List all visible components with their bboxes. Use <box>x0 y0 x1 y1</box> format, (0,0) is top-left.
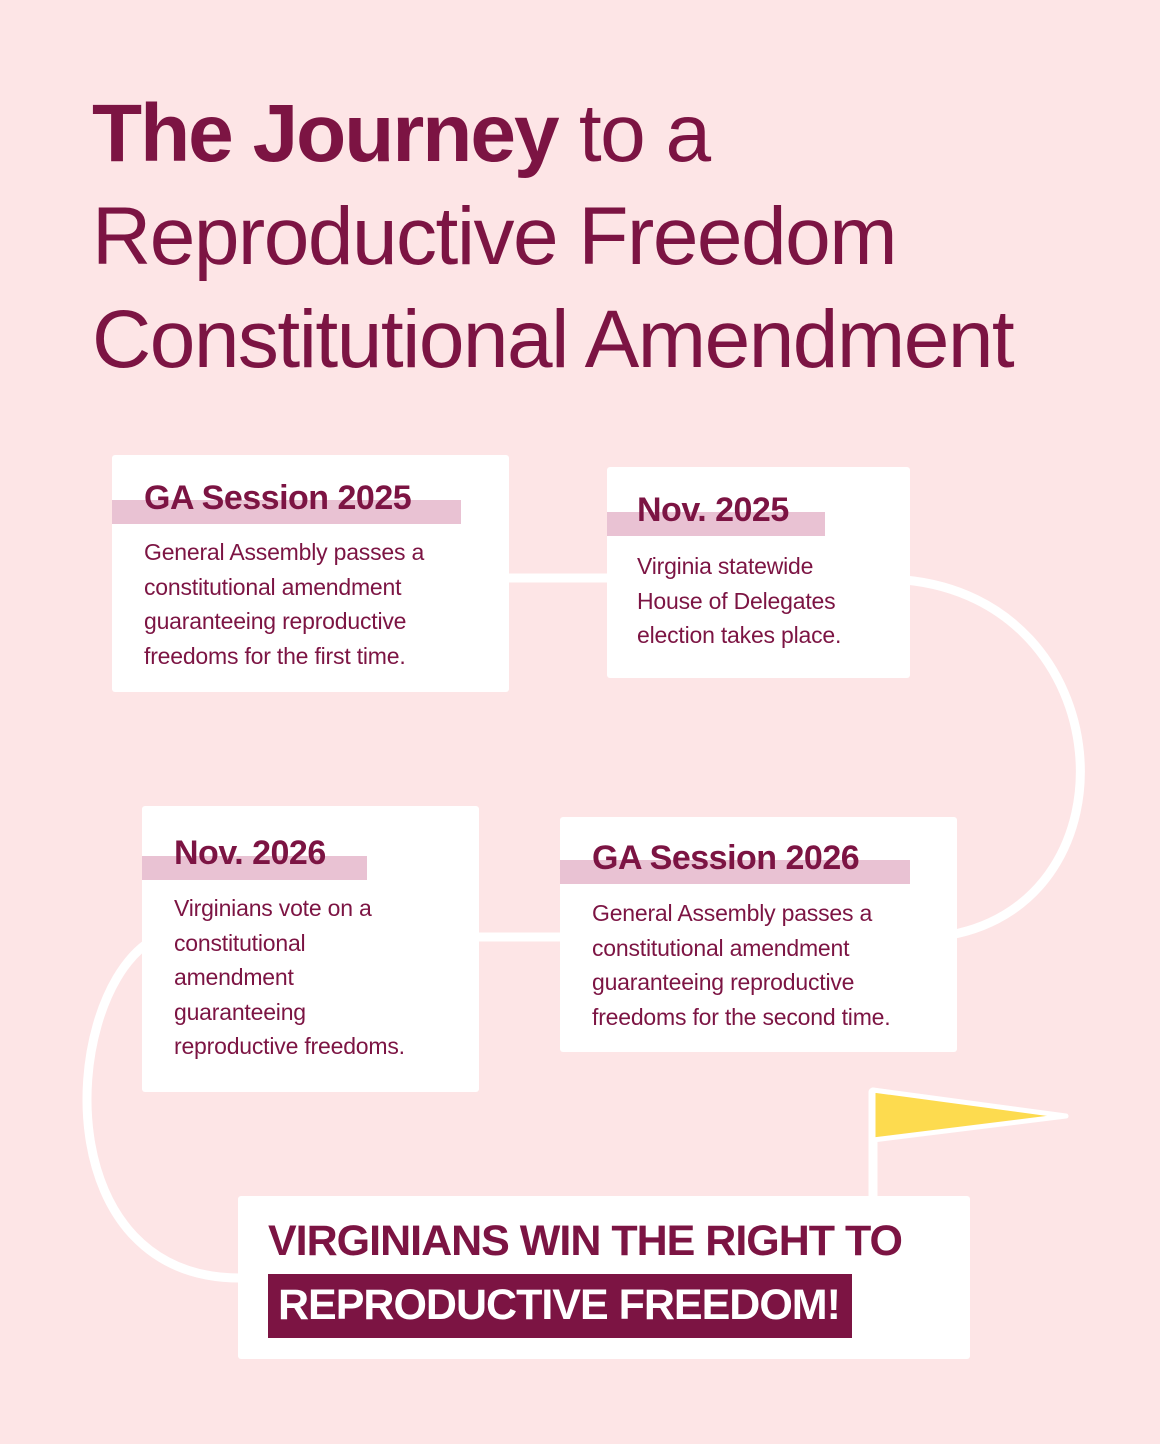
title-line-2: Reproductive Freedom <box>92 191 897 282</box>
final-outcome-card <box>238 1196 970 1359</box>
step-card-ga-2025 <box>112 455 509 692</box>
step-description: General Assembly passes a constitutional amendment guaranteeing reproductive freedoms for the second time. <box>592 900 891 1030</box>
flag-icon <box>873 1090 1066 1140</box>
step-card-nov-2025 <box>607 467 910 678</box>
title-rest: to a <box>557 88 710 179</box>
step-card-nov-2026 <box>142 806 479 1092</box>
step-description: Virginia statewide House of Delegates election takes place. <box>637 553 842 648</box>
title-bold: The Journey <box>92 88 558 179</box>
step-heading: GA Session 2026 <box>592 839 860 877</box>
step-description: Virginians vote on a constitutional amendment guaranteeing reproductive freedoms. <box>174 895 405 1059</box>
final-line-2: REPRODUCTIVE FREEDOM! <box>268 1274 852 1338</box>
step-card-ga-2026 <box>560 817 957 1052</box>
step-heading: GA Session 2025 <box>144 479 412 517</box>
step-description: General Assembly passes a constitutional amendment guaranteeing reproductive freedoms for the first time. <box>144 539 425 669</box>
step-heading: Nov. 2025 <box>637 491 789 529</box>
title-line-3: Constitutional Amendment <box>92 294 1014 385</box>
step-heading: Nov. 2026 <box>174 834 326 872</box>
final-line-1: VIRGINIANS WIN THE RIGHT TO <box>268 1217 902 1265</box>
